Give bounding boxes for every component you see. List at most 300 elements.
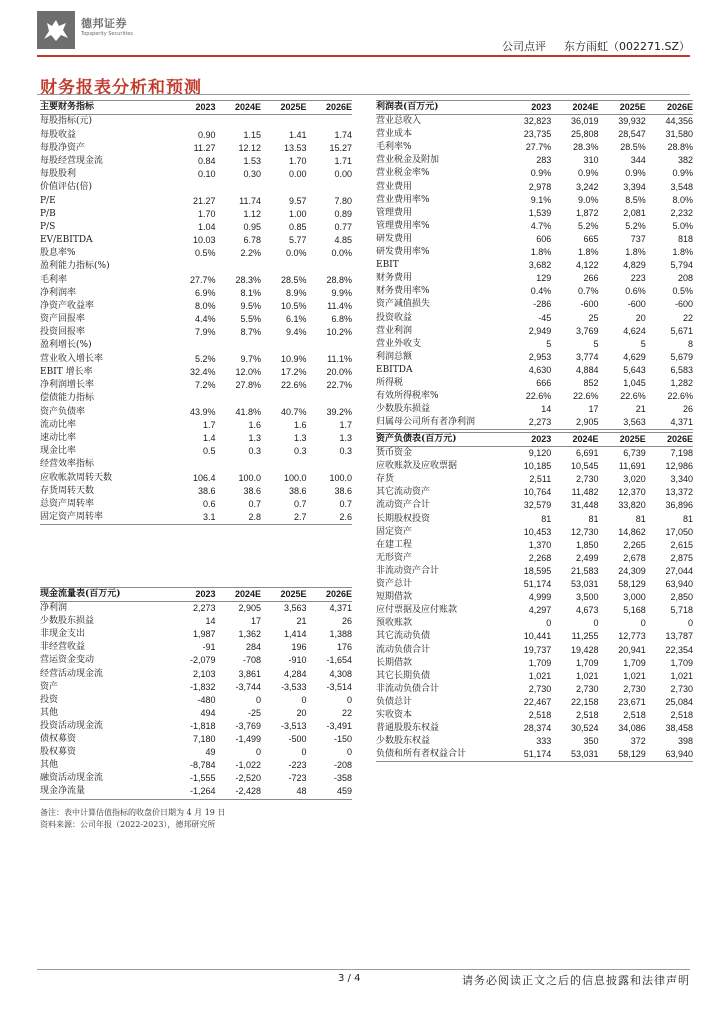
row-label: 财务费用率% — [376, 286, 430, 297]
cell-value: 40.7% — [280, 406, 307, 417]
cell-value: 9.0% — [577, 194, 599, 205]
cell-value: 48 — [261, 785, 307, 799]
cell-value: 1.71 — [334, 155, 352, 166]
cell-value: 3,861 — [238, 668, 261, 679]
cell-value: 1.53 — [243, 155, 261, 166]
cell-value — [170, 181, 216, 195]
cell-value: 2.7 — [261, 511, 307, 525]
year-header: 2025E — [261, 588, 307, 602]
table-row — [40, 155, 352, 168]
cell-value: 100.0 — [329, 472, 352, 483]
row-label: P/B — [40, 208, 56, 219]
row-label: 所得税 — [376, 377, 404, 388]
cell-value: 36,896 — [665, 500, 693, 511]
notes — [40, 807, 225, 831]
row-label: 营业费用 — [376, 181, 413, 192]
cell-value: 12,730 — [570, 526, 599, 537]
row-label: 少数股东损益 — [376, 404, 431, 415]
table-row — [376, 513, 693, 526]
cell-value: 4,284 — [283, 668, 307, 679]
cell-value: 3.1 — [170, 511, 216, 525]
cell-value — [261, 260, 307, 274]
cell-value: 41.8% — [235, 406, 261, 417]
row-label: 净利润率 — [40, 287, 77, 298]
cell-value: 0.95 — [243, 221, 261, 232]
cell-value: 266 — [583, 273, 599, 284]
cell-value: -1,654 — [326, 655, 352, 666]
year-header: 2026E — [307, 101, 353, 115]
table-row — [376, 670, 693, 683]
cell-value: 38,458 — [665, 723, 693, 734]
cell-value: 26 — [341, 616, 352, 627]
cell-value: 5 — [593, 338, 599, 349]
cell-value: 1,709 — [670, 657, 693, 668]
cell-value: 13.53 — [283, 142, 307, 153]
row-label: 应付票据及应付账款 — [376, 605, 458, 616]
cell-value: 1.7 — [202, 419, 216, 430]
cell-value: 11.4% — [327, 300, 352, 311]
row-label: 其它流动负债 — [376, 631, 431, 642]
row-label: 毛利率% — [376, 142, 412, 153]
table-row — [376, 181, 693, 194]
cell-value: 459 — [307, 785, 353, 799]
row-label: P/S — [40, 221, 56, 232]
cell-value: 4,829 — [623, 260, 646, 271]
row-label: 其他 — [40, 760, 59, 771]
cell-value: 398 — [677, 736, 693, 747]
row-label: 偿债能力指标 — [40, 393, 95, 404]
cell-value: 12,773 — [618, 631, 646, 642]
cell-value: 3,769 — [575, 325, 599, 336]
row-label: 融资活动现金流 — [40, 773, 104, 784]
cell-value: 1.74 — [334, 129, 352, 140]
cell-value: 58,129 — [599, 748, 646, 762]
cell-value: 2,081 — [623, 207, 646, 218]
cell-value: 1.8% — [530, 247, 552, 258]
cell-value: 4,673 — [575, 605, 599, 616]
cell-value: 100.0 — [283, 472, 307, 483]
source-line: 资料来源：公司年报（2022-2023），德邦研究所 — [40, 820, 216, 829]
cell-value: 19,737 — [523, 644, 552, 655]
logo-chinese-text: 德邦证券 — [81, 17, 127, 30]
cell-value: 10.03 — [192, 234, 216, 245]
cell-value: 666 — [536, 377, 552, 388]
cell-value: 0 — [346, 694, 352, 705]
cell-value: 1.3 — [248, 432, 261, 443]
cell-value: 9.57 — [288, 195, 307, 206]
cell-value: 3,563 — [599, 416, 646, 430]
row-label: 净利润 — [40, 603, 68, 614]
cell-value: 4,122 — [575, 260, 599, 271]
table-row — [376, 499, 693, 512]
cell-value: 2,518 — [575, 709, 599, 720]
cell-value: -2,079 — [189, 655, 216, 666]
cell-value: 0.89 — [334, 208, 352, 219]
cell-value — [170, 392, 216, 406]
table-row — [376, 486, 693, 499]
cell-value: 2,905 — [551, 416, 598, 430]
cell-value — [261, 339, 307, 353]
cell-value: 26 — [682, 404, 693, 415]
year-header: 2024E — [551, 101, 598, 115]
cell-value — [170, 458, 216, 472]
cell-value: 30,524 — [570, 723, 599, 734]
cell-value: 9.9% — [331, 287, 352, 298]
cell-value: 2,518 — [528, 709, 552, 720]
row-label: 归属母公司所有者净利润 — [376, 416, 504, 430]
cell-value: 12.0% — [235, 366, 261, 377]
table-row — [376, 683, 693, 696]
cell-value: 12.12 — [238, 142, 261, 153]
cash-flow-table — [40, 587, 352, 800]
cell-value: 2,232 — [670, 207, 693, 218]
table-row — [376, 285, 693, 298]
cell-value: 0 — [687, 618, 693, 629]
cell-value: 22.6% — [667, 391, 693, 402]
table-row — [40, 746, 352, 759]
cell-value: -708 — [242, 655, 261, 666]
cell-value: 17,050 — [665, 526, 693, 537]
cell-value: -1,499 — [235, 734, 261, 745]
year-header: 2024E — [216, 101, 262, 115]
cell-value: 223 — [630, 273, 646, 284]
section-title: 财务报表分析和预测 — [40, 78, 202, 98]
cell-value: 0.7 — [293, 498, 307, 509]
cell-value: -500 — [288, 734, 307, 745]
cell-value: 1,709 — [575, 657, 599, 668]
row-label: 营业成本 — [376, 129, 413, 140]
table-row — [376, 578, 693, 591]
table-row — [40, 287, 352, 300]
cell-value: 28.8% — [326, 274, 352, 285]
cell-value: 5,168 — [623, 605, 646, 616]
table-row — [40, 260, 352, 274]
cell-value: 1,872 — [575, 207, 599, 218]
table-row — [40, 668, 352, 681]
cell-value: 20 — [296, 707, 307, 718]
cell-value: 1,987 — [192, 629, 216, 640]
table-row — [40, 419, 352, 432]
cell-value: 5,718 — [670, 605, 693, 616]
cell-value: 27.8% — [235, 379, 261, 390]
cell-value: 0.5% — [194, 248, 216, 259]
cell-value: 11.27 — [193, 142, 216, 153]
row-label: 短期借款 — [376, 592, 413, 603]
cell-value: 0.00 — [288, 168, 307, 179]
header-divider — [37, 55, 690, 57]
cell-value — [170, 115, 216, 129]
table-row — [40, 392, 352, 406]
cell-value: 737 — [630, 233, 646, 244]
table-row — [40, 511, 352, 525]
cell-value: 7,198 — [670, 448, 693, 459]
cell-value: 53,031 — [551, 748, 598, 762]
cell-value: 0.5 — [202, 445, 216, 456]
cell-value — [261, 392, 307, 406]
cell-value: 310 — [583, 155, 599, 166]
table-row — [40, 458, 352, 472]
cell-value: 81 — [541, 513, 552, 524]
cell-value: 382 — [677, 155, 693, 166]
cell-value: 6.78 — [243, 234, 261, 245]
cell-value: 4,999 — [528, 592, 552, 603]
cell-value: -1,818 — [189, 720, 216, 731]
row-label: 非现金支出 — [40, 629, 86, 640]
cell-value: -600 — [627, 299, 646, 310]
table-row — [376, 312, 693, 325]
row-label: 投资收益 — [376, 312, 413, 323]
row-label: 营业税金率% — [376, 168, 430, 179]
cell-value: 0.9% — [625, 168, 646, 179]
cell-value: 665 — [583, 233, 599, 244]
table-row — [376, 657, 693, 670]
cell-value: 1,414 — [283, 629, 307, 640]
cell-value: 5,643 — [623, 364, 646, 375]
cell-value: 0.7 — [339, 498, 352, 509]
report-header-info — [502, 38, 690, 54]
cell-value: 1,850 — [575, 539, 599, 550]
cell-value: 2,268 — [528, 552, 552, 563]
cell-value: 32,579 — [523, 500, 552, 511]
cell-value: 1.00 — [288, 208, 307, 219]
cell-value: 13,372 — [665, 487, 693, 498]
footer-divider — [37, 969, 690, 970]
cell-value: 31,448 — [570, 500, 599, 511]
row-label: 预收账款 — [376, 618, 413, 629]
cell-value: 21.27 — [192, 195, 216, 206]
cell-value: 21 — [635, 404, 646, 415]
cell-value: 0.3 — [339, 445, 352, 456]
cell-value: 0.77 — [334, 221, 352, 232]
table-row — [376, 617, 693, 630]
cell-value: 51,174 — [523, 579, 552, 590]
row-label: 负债总计 — [376, 696, 413, 707]
table-row — [40, 628, 352, 641]
cell-value: 27.7% — [189, 274, 216, 285]
cell-value: 1.12 — [243, 208, 261, 219]
row-label: 其他 — [40, 707, 59, 718]
cell-value: 28.5% — [620, 142, 646, 153]
cell-value: 5,679 — [670, 351, 693, 362]
cell-value: 2,518 — [670, 709, 693, 720]
cell-value: 39.2% — [326, 406, 352, 417]
table-row — [40, 615, 352, 628]
cell-value: 0.9% — [577, 168, 599, 179]
cell-value: 22 — [682, 312, 693, 323]
row-label: 营业收入增长率 — [40, 353, 104, 364]
cell-value: -45 — [538, 312, 552, 323]
report-type: 公司点评 — [501, 40, 546, 53]
cell-value: 28.3% — [572, 142, 599, 153]
cell-value: 17.2% — [280, 366, 307, 377]
balance-sheet-table — [376, 432, 693, 762]
cell-value: 23,671 — [618, 696, 646, 707]
table-row — [40, 772, 352, 785]
row-label: EBITDA — [376, 364, 413, 375]
cell-value: 5,794 — [670, 260, 693, 271]
cell-value: 1,021 — [623, 670, 646, 681]
table-row — [40, 472, 352, 485]
cell-value: 21 — [296, 616, 307, 627]
table-row — [40, 733, 352, 746]
row-label: 长期借款 — [376, 657, 413, 668]
cell-value: 27,044 — [665, 565, 693, 576]
cell-value: 9.7% — [240, 353, 261, 364]
cell-value: 25,808 — [570, 129, 599, 140]
bull-logo-icon — [37, 11, 75, 49]
cell-value: 2,615 — [670, 539, 693, 550]
row-label: 少数股东损益 — [40, 616, 95, 627]
table-row — [40, 247, 352, 260]
year-header: 2025E — [599, 433, 646, 447]
year-header: 2023 — [170, 101, 216, 115]
indicators-table — [40, 100, 352, 525]
row-label: 应收帐款周转天数 — [40, 472, 113, 483]
cell-value: 5.5% — [240, 314, 261, 324]
table-row — [376, 473, 693, 486]
cell-value: 18,595 — [523, 565, 552, 576]
cell-value: 2,953 — [528, 351, 552, 362]
cell-value: -3,769 — [235, 720, 261, 731]
cell-value: 11,691 — [618, 461, 646, 472]
year-header: 2023 — [170, 588, 216, 602]
cell-value: 22 — [341, 707, 352, 718]
table-row — [40, 221, 352, 234]
cell-value: 15.27 — [329, 142, 352, 153]
cell-value: 22.6% — [280, 379, 307, 390]
cell-value: 208 — [677, 273, 693, 284]
cell-value — [307, 115, 353, 129]
cell-value: 2,730 — [528, 683, 552, 694]
table-row — [376, 696, 693, 709]
row-label: 资产回报率 — [40, 314, 86, 324]
cell-value: 14 — [205, 616, 216, 627]
table-title: 资产负债表(百万元) — [376, 433, 504, 447]
cell-value: 31,580 — [665, 129, 693, 140]
table-row — [376, 591, 693, 604]
cell-value: -3,491 — [326, 720, 352, 731]
table-row — [40, 681, 352, 694]
cell-value: 0.3 — [248, 445, 261, 456]
cell-value: 372 — [630, 736, 646, 747]
table-row — [376, 735, 693, 748]
cell-value: 0 — [255, 747, 261, 758]
table-row — [40, 353, 352, 366]
table-row — [40, 694, 352, 707]
year-header: 2024E — [551, 433, 598, 447]
row-label: 长期股权投资 — [376, 513, 431, 524]
cell-value: 20 — [635, 312, 646, 323]
row-label: 净利润增长率 — [40, 379, 95, 390]
row-label: 每股净资产 — [40, 142, 86, 153]
cell-value: 11,255 — [571, 631, 599, 642]
cell-value: 10.5% — [280, 300, 307, 311]
table-header-row — [40, 588, 352, 602]
cell-value: 0.7 — [248, 498, 261, 509]
cell-value: 6.9% — [194, 287, 216, 298]
cell-value: 81 — [682, 513, 693, 524]
cell-value: 4,371 — [329, 603, 352, 614]
table-row — [40, 707, 352, 720]
cell-value: 1.70 — [197, 208, 216, 219]
cell-value: 1.8% — [625, 247, 646, 258]
note-line: 备注：表中计算估值指标的收盘价日期为 4 月 19 日 — [40, 808, 226, 817]
cell-value: 0 — [640, 618, 646, 629]
cell-value: 2,518 — [623, 709, 646, 720]
cell-value: 12,986 — [665, 461, 693, 472]
cell-value: 9.5% — [240, 300, 261, 311]
title-divider — [37, 94, 690, 95]
cell-value: 2,730 — [575, 474, 599, 485]
cell-value: 2,978 — [528, 181, 552, 192]
cell-value — [216, 339, 262, 353]
cell-value: 176 — [336, 642, 352, 653]
table-row — [376, 167, 693, 180]
cell-value: -600 — [674, 299, 693, 310]
cell-value: 4.7% — [530, 220, 552, 231]
table-row — [376, 207, 693, 220]
row-label: 存货 — [376, 474, 395, 485]
company-logo — [37, 11, 187, 49]
table-row — [40, 195, 352, 208]
cell-value — [216, 260, 262, 274]
table-row — [40, 498, 352, 511]
row-label: 营业外收支 — [376, 338, 422, 349]
table-row — [40, 641, 352, 654]
table-title: 主要财务指标 — [40, 101, 170, 115]
table-row — [40, 720, 352, 733]
year-header: 2026E — [307, 588, 353, 602]
cell-value: 0 — [546, 618, 552, 629]
row-label: 无形资产 — [376, 552, 413, 563]
cell-value: 1.3 — [339, 432, 352, 443]
cell-value: 1,709 — [623, 657, 646, 668]
cell-value: 49 — [205, 747, 216, 758]
row-label: 非流动资产合计 — [376, 565, 440, 576]
cell-value: 6.8% — [331, 314, 352, 324]
row-label: 盈利能力指标(%) — [40, 261, 110, 272]
cell-value: 1.3 — [293, 432, 307, 443]
row-label: 资产总计 — [376, 579, 413, 590]
cell-value: 2,103 — [192, 668, 216, 679]
cell-value: -8,784 — [189, 760, 216, 771]
cell-value: 0.90 — [197, 129, 216, 140]
table-row — [376, 447, 693, 461]
cell-value: 1.6 — [248, 419, 261, 430]
cell-value: 51,174 — [504, 748, 551, 762]
row-label: 固定资产周转率 — [40, 511, 170, 525]
cell-value: -2,520 — [235, 773, 261, 784]
table-row — [40, 339, 352, 353]
logo-english-text: Topsperity Securities — [81, 31, 133, 37]
row-label: 研发费用 — [376, 233, 413, 244]
cell-value — [307, 339, 353, 353]
cell-value: 0.0% — [331, 248, 352, 259]
cell-value — [307, 181, 353, 195]
cell-value: 1,539 — [528, 207, 552, 218]
cell-value: 3,020 — [623, 474, 646, 485]
cell-value: 0.9% — [530, 168, 552, 179]
table-row — [376, 644, 693, 657]
cell-value — [170, 260, 216, 274]
cell-value: 0.9% — [672, 168, 693, 179]
table-row — [40, 432, 352, 445]
cell-value: 4.85 — [334, 234, 352, 245]
cell-value: 33,820 — [618, 500, 646, 511]
cell-value: 1.70 — [288, 155, 307, 166]
cell-value: 0.4% — [530, 286, 552, 297]
cell-value: 4,371 — [646, 416, 693, 430]
